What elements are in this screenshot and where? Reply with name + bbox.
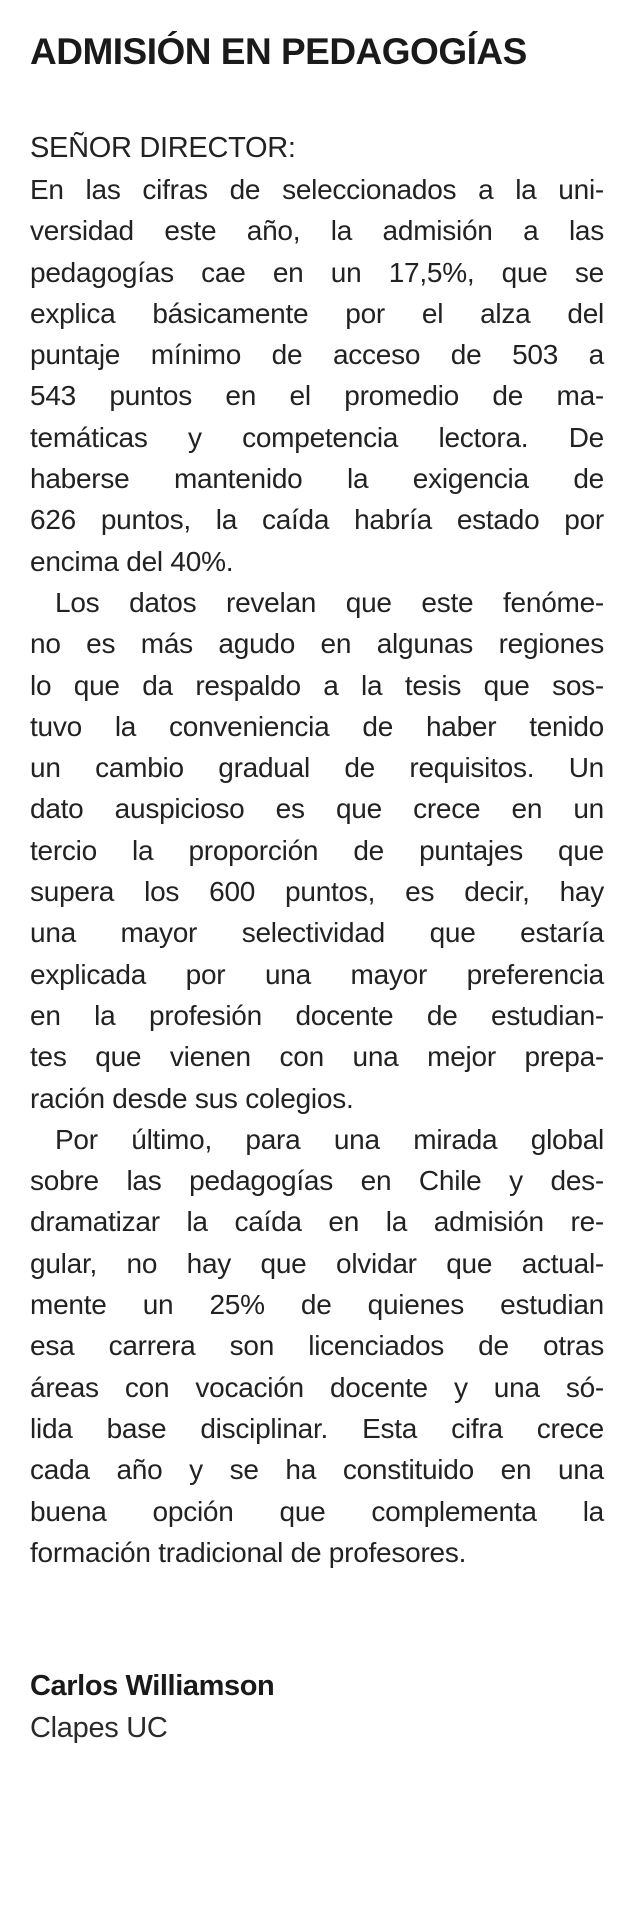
body-line: tuvo la conveniencia de haber tenido xyxy=(30,710,604,742)
body-line: En las cifras de seleccionados a la uni- xyxy=(30,174,604,205)
body-line: ración desde sus colegios. xyxy=(30,1082,354,1114)
body-line: lida base disciplinar. Esta cifra crece xyxy=(30,1412,604,1444)
body-line: pedagogías cae en un 17,5%, que se xyxy=(30,256,604,288)
headline: ADMISIÓN EN PEDAGOGÍAS xyxy=(30,31,527,72)
body-line: encima del 40%. xyxy=(30,545,234,577)
body-line: esa carrera son licenciados de otras xyxy=(30,1330,604,1362)
body-line: tes que vienen con una mejor prepa- xyxy=(30,1041,604,1073)
body-line: 626 puntos, la caída habría estado por xyxy=(30,504,604,536)
body-line: versidad este año, la admisión a las xyxy=(30,215,604,247)
body-line: lo que da respaldo a la tesis que sos- xyxy=(30,669,604,701)
letter-article xyxy=(30,30,604,1749)
body-line: gular, no hay que olvidar que actual- xyxy=(30,1247,604,1279)
body-line: formación tradicional de profesores. xyxy=(30,1536,467,1568)
body-line: supera los 600 puntos, es decir, hay xyxy=(30,876,604,908)
body-line: no es más agudo en algunas regiones xyxy=(30,628,604,660)
body-line: tercio la proporción de puntajes que xyxy=(30,834,604,866)
body-line: explica básicamente por el alza del xyxy=(30,297,604,329)
body-line: mente un 25% de quienes estudian xyxy=(30,1289,604,1321)
signature xyxy=(30,1665,604,1749)
salutation: SEÑOR DIRECTOR: xyxy=(30,132,296,164)
body-line: una mayor selectividad que estaría xyxy=(30,917,604,949)
body-line: Por último, para una mirada global xyxy=(55,1123,604,1155)
body-line: dato auspicioso es que crece en un xyxy=(30,793,604,825)
body-line: temáticas y competencia lectora. De xyxy=(30,421,604,453)
body-line: puntaje mínimo de acceso de 503 a xyxy=(30,339,604,371)
body-line: sobre las pedagogías en Chile y des- xyxy=(30,1165,604,1197)
paragraph-2 xyxy=(30,582,604,1119)
body-line: en la profesión docente de estudian- xyxy=(30,999,604,1031)
body-line: Los datos revelan que este fenóme- xyxy=(55,586,604,618)
body-line: 543 puntos en el promedio de ma- xyxy=(30,380,604,412)
paragraph-1 xyxy=(30,169,604,582)
body-line: buena opción que complementa la xyxy=(30,1495,604,1527)
letter-body xyxy=(30,169,604,1573)
body-line: explicada por una mayor preferencia xyxy=(30,958,604,990)
author-name: Carlos Williamson xyxy=(30,1670,275,1703)
author-organization: Clapes UC xyxy=(30,1712,168,1745)
body-line: un cambio gradual de requisitos. Un xyxy=(30,752,604,784)
body-line: dramatizar la caída en la admisión re- xyxy=(30,1206,604,1238)
body-line: cada año y se ha constituido en una xyxy=(30,1454,604,1486)
paragraph-3 xyxy=(30,1119,604,1573)
body-line: áreas con vocación docente y una só- xyxy=(30,1371,604,1403)
body-line: haberse mantenido la exigencia de xyxy=(30,463,604,495)
